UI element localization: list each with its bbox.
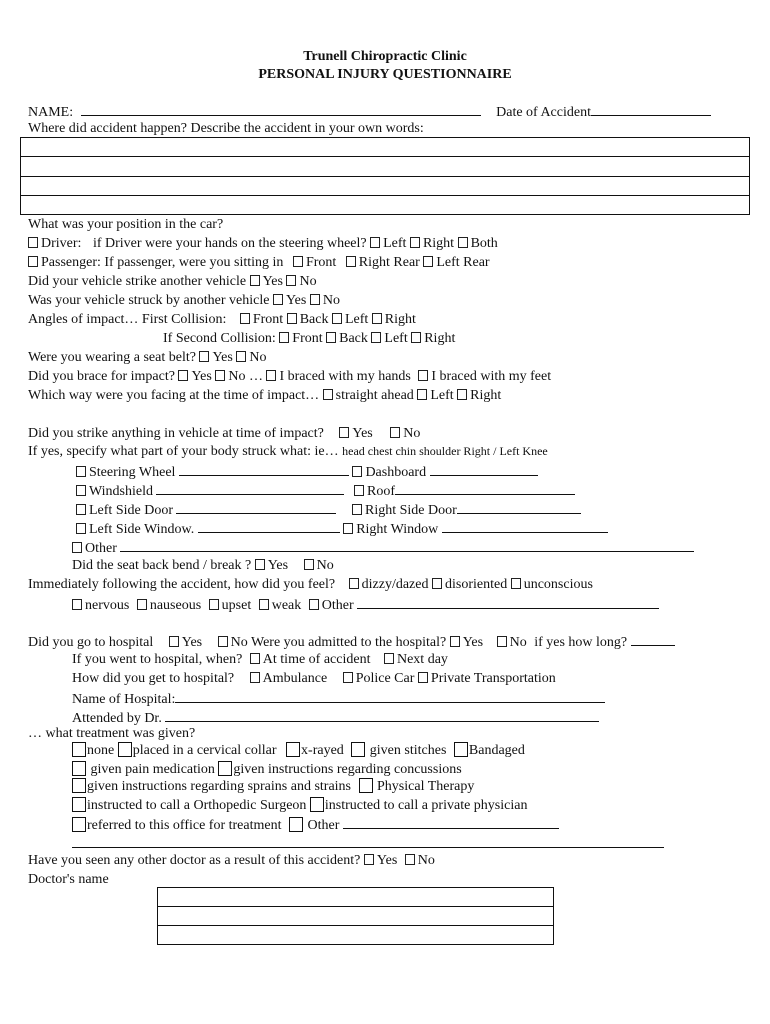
seatbelt-yes-checkbox[interactable] — [199, 351, 209, 362]
treatment-none-checkbox[interactable] — [72, 742, 86, 757]
date-of-accident-label: Date of Accident — [496, 105, 591, 120]
name-label: NAME: — [28, 105, 74, 120]
hospital-yes-checkbox[interactable] — [169, 636, 179, 647]
treatment-other-label: Other — [307, 818, 340, 833]
hospital-name-field[interactable] — [175, 689, 605, 703]
hospital-no-label: No — [230, 635, 248, 650]
first-left-checkbox[interactable] — [332, 313, 342, 324]
driver-label: Driver: — [41, 236, 82, 251]
seat-front-label: Front — [305, 255, 337, 270]
left-side-window-label: Left Side Window. — [89, 522, 195, 537]
left-side-door-checkbox[interactable] — [76, 504, 86, 515]
next-day-checkbox[interactable] — [384, 653, 394, 664]
seatback-yes-checkbox[interactable] — [255, 559, 265, 570]
facing-straight-label: straight ahead — [335, 388, 414, 403]
strike-in-yes-checkbox[interactable] — [339, 427, 349, 438]
hospital-question: Did you go to hospital — [28, 635, 154, 650]
facing-left-label: Left — [430, 388, 454, 403]
treatment-concussion-checkbox[interactable] — [218, 761, 232, 776]
description-line — [21, 156, 749, 157]
other-doctor-no-checkbox[interactable] — [405, 854, 415, 865]
driver-row — [28, 235, 498, 252]
treatment-pain-med-checkbox[interactable] — [72, 761, 86, 776]
feel-unconscious-checkbox[interactable] — [511, 578, 521, 589]
accident-description-box[interactable] — [20, 137, 750, 215]
ambulance-checkbox[interactable] — [250, 672, 260, 683]
treatment-question: … what treatment was given? — [28, 726, 196, 741]
description-line — [21, 176, 749, 177]
steering-wheel-checkbox[interactable] — [76, 466, 86, 477]
hospital-yes-label: Yes — [181, 635, 203, 650]
hands-right-checkbox[interactable] — [410, 237, 420, 248]
strike-no-checkbox[interactable] — [286, 275, 296, 286]
form-title: PERSONAL INJURY QUESTIONNAIRE — [258, 67, 512, 82]
strike-question: Did your vehicle strike another vehicle — [28, 274, 247, 289]
brace-no-label: No … — [228, 369, 263, 384]
feel-weak-label: weak — [271, 598, 302, 613]
brace-yes-checkbox[interactable] — [178, 370, 188, 381]
feel-dizzy-checkbox[interactable] — [349, 578, 359, 589]
windshield-roof-row — [76, 481, 575, 500]
treatment-other-checkbox[interactable] — [289, 817, 303, 832]
other-doctor-row — [28, 852, 435, 869]
roof-field[interactable] — [395, 481, 575, 495]
treatment-concussion-label: given instructions regarding concussions — [233, 762, 462, 777]
name-field[interactable] — [81, 102, 481, 116]
seatbelt-no-checkbox[interactable] — [236, 351, 246, 362]
treatment-sprains-checkbox[interactable] — [72, 778, 86, 793]
first-left-label: Left — [344, 312, 369, 327]
passenger-label: Passenger: If passenger, were you sitting in — [41, 255, 284, 270]
treatment-none-label: none — [87, 743, 115, 758]
treatment-extra-line[interactable] — [72, 847, 664, 848]
hands-both-checkbox[interactable] — [458, 237, 468, 248]
left-side-window-field[interactable] — [198, 519, 340, 533]
seatback-no-label: No — [316, 558, 334, 573]
other-doctor-no-label: No — [417, 853, 435, 868]
hospital-row — [28, 632, 675, 651]
admitted-yes-checkbox[interactable] — [450, 636, 460, 647]
seatback-question: Did the seat back bend / break ? — [72, 558, 252, 573]
second-front-checkbox[interactable] — [279, 332, 289, 343]
private-transportation-label: Private Transportation — [430, 671, 556, 686]
strike-yes-checkbox[interactable] — [250, 275, 260, 286]
strike-in-row — [28, 425, 420, 442]
feel-disoriented-label: disoriented — [444, 577, 508, 592]
treatment-private-phys-checkbox[interactable] — [310, 797, 324, 812]
feel-question: Immediately following the accident, how did you feel? — [28, 577, 336, 592]
police-car-label: Police Car — [355, 671, 415, 686]
right-side-door-checkbox[interactable] — [352, 504, 362, 515]
admitted-no-checkbox[interactable] — [497, 636, 507, 647]
body-other-row — [72, 538, 694, 557]
feel-dizzy-label: dizzy/dazed — [361, 577, 429, 592]
treatment-row-1 — [72, 742, 525, 759]
hands-both-label: Both — [470, 236, 498, 251]
other-doctor-yes-checkbox[interactable] — [364, 854, 374, 865]
body-part-row — [28, 443, 548, 460]
police-car-checkbox[interactable] — [343, 672, 353, 683]
feel-nervous-label: nervous — [85, 598, 130, 613]
right-window-field[interactable] — [442, 519, 608, 533]
seatbelt-no-label: No — [249, 350, 267, 365]
steering-wheel-field[interactable] — [179, 462, 349, 476]
windshield-field[interactable] — [156, 481, 344, 495]
treatment-stitches-checkbox[interactable] — [351, 742, 365, 757]
right-window-checkbox[interactable] — [343, 523, 353, 534]
treatment-row-3 — [72, 778, 474, 795]
feel-nervous-checkbox[interactable] — [72, 599, 82, 610]
seatbelt-question: Were you wearing a seat belt? — [28, 350, 196, 365]
second-collision-label: If Second Collision: — [163, 331, 276, 346]
doctor-name-label: Doctor's name — [28, 872, 109, 887]
how-long-field[interactable] — [631, 632, 675, 646]
second-left-checkbox[interactable] — [371, 332, 381, 343]
feel-nauseous-checkbox[interactable] — [137, 599, 147, 610]
facing-straight-checkbox[interactable] — [323, 389, 333, 400]
seatback-no-checkbox[interactable] — [304, 559, 314, 570]
feel-weak-checkbox[interactable] — [259, 599, 269, 610]
feel-other-label: Other — [321, 598, 354, 613]
admitted-yes-label: Yes — [462, 635, 484, 650]
seat-front-checkbox[interactable] — [293, 256, 303, 267]
second-right-label: Right — [424, 331, 456, 346]
seatback-row — [72, 557, 334, 574]
second-left-label: Left — [384, 331, 408, 346]
struck-yes-checkbox[interactable] — [273, 294, 283, 305]
seatbelt-row — [28, 349, 266, 366]
hospital-how-row — [72, 670, 556, 687]
brace-question: Did you brace for impact? — [28, 369, 175, 384]
brace-no-checkbox[interactable] — [215, 370, 225, 381]
seatbelt-yes-label: Yes — [212, 350, 233, 365]
treatment-pain-med-label: given pain medication — [90, 762, 215, 777]
first-front-checkbox[interactable] — [240, 313, 250, 324]
impact-first-row — [28, 311, 416, 328]
first-collision-label: Angles of impact… First Collision: — [28, 312, 227, 327]
left-side-window-checkbox[interactable] — [76, 523, 86, 534]
side-door-row — [76, 500, 581, 519]
second-back-label: Back — [339, 331, 368, 346]
right-side-door-label: Right Side Door — [364, 503, 457, 518]
how-long-label: if yes how long? — [534, 635, 628, 650]
brace-yes-label: Yes — [191, 369, 212, 384]
treatment-other-field[interactable] — [343, 815, 559, 829]
treatment-private-phys-label: instructed to call a private physician — [324, 798, 528, 813]
first-front-label: Front — [252, 312, 284, 327]
seat-right-rear-checkbox[interactable] — [346, 256, 356, 267]
attended-label: Attended by Dr. — [72, 711, 162, 726]
facing-right-checkbox[interactable] — [457, 389, 467, 400]
admitted-no-label: No — [509, 635, 527, 650]
treatment-bandaged-checkbox[interactable] — [454, 742, 468, 757]
struck-yes-label: Yes — [285, 293, 307, 308]
treatment-bandaged-label: Bandaged — [468, 743, 525, 758]
date-of-accident-field[interactable] — [591, 102, 711, 116]
strike-in-question: Did you strike anything in vehicle at time of impact? — [28, 426, 324, 441]
hands-right-label: Right — [422, 236, 455, 251]
seat-left-rear-label: Left Rear — [436, 255, 490, 270]
facing-right-label: Right — [470, 388, 502, 403]
treatment-referred-checkbox[interactable] — [72, 817, 86, 832]
windshield-label: Windshield — [89, 484, 153, 499]
dashboard-field[interactable] — [430, 462, 538, 476]
second-back-checkbox[interactable] — [326, 332, 336, 343]
struck-question: Was your vehicle struck by another vehicle — [28, 293, 270, 308]
facing-left-checkbox[interactable] — [417, 389, 427, 400]
struck-no-checkbox[interactable] — [310, 294, 320, 305]
feel-row-2 — [72, 595, 659, 614]
first-right-checkbox[interactable] — [372, 313, 382, 324]
dashboard-label: Dashboard — [365, 465, 427, 480]
treatment-row-2 — [72, 761, 462, 778]
seat-left-rear-checkbox[interactable] — [423, 256, 433, 267]
second-right-checkbox[interactable] — [411, 332, 421, 343]
name-row — [28, 102, 711, 121]
first-back-label: Back — [299, 312, 329, 327]
treatment-cervical-checkbox[interactable] — [118, 742, 132, 757]
side-window-row — [76, 519, 608, 538]
treatment-pt-checkbox[interactable] — [359, 778, 373, 793]
passenger-row — [28, 254, 490, 271]
treatment-ortho-checkbox[interactable] — [72, 797, 86, 812]
ambulance-label: Ambulance — [262, 671, 328, 686]
doctor-name-box[interactable] — [157, 887, 554, 945]
body-other-label: Other — [85, 541, 117, 556]
strike-no-label: No — [299, 274, 317, 289]
roof-checkbox[interactable] — [354, 485, 364, 496]
body-part-examples: head chest chin shoulder Right / Left Knee — [342, 444, 548, 458]
hospital-name-row — [72, 689, 605, 708]
body-part-question: If yes, specify what part of your body struck what: ie… — [28, 444, 339, 459]
feel-upset-checkbox[interactable] — [209, 599, 219, 610]
struck-row — [28, 292, 340, 309]
treatment-row-4 — [72, 797, 527, 814]
first-right-label: Right — [384, 312, 416, 327]
next-day-label: Next day — [396, 652, 448, 667]
feel-unconscious-label: unconscious — [523, 577, 593, 592]
clinic-name: Trunell Chiropractic Clinic — [303, 49, 467, 64]
left-side-door-label: Left Side Door — [89, 503, 173, 518]
treatment-row-5 — [72, 815, 559, 834]
time-of-accident-label: At time of accident — [262, 652, 371, 667]
windshield-checkbox[interactable] — [76, 485, 86, 496]
other-doctor-yes-label: Yes — [376, 853, 398, 868]
body-other-field[interactable] — [120, 538, 694, 552]
treatment-sprains-label: given instructions regarding sprains and strains — [87, 779, 352, 794]
passenger-checkbox[interactable] — [28, 256, 38, 267]
brace-feet-checkbox[interactable] — [418, 370, 428, 381]
position-question: What was your position in the car? — [28, 217, 224, 232]
treatment-ortho-label: instructed to call a Orthopedic Surgeon — [87, 798, 307, 813]
doctor-name-line — [158, 925, 553, 926]
strike-row — [28, 273, 317, 290]
where-label: Where did accident happen? Describe the accident in your own words: — [28, 121, 424, 136]
facing-row — [28, 387, 501, 404]
steering-dashboard-row — [76, 462, 538, 481]
feel-nauseous-label: nauseous — [149, 598, 202, 613]
strike-in-yes-label: Yes — [352, 426, 373, 441]
hospital-no-checkbox[interactable] — [218, 636, 228, 647]
seatback-yes-label: Yes — [267, 558, 289, 573]
treatment-cervical-label: placed in a cervical collar — [132, 743, 277, 758]
body-other-checkbox[interactable] — [72, 542, 82, 553]
second-front-label: Front — [292, 331, 323, 346]
attended-field[interactable] — [165, 708, 599, 722]
facing-question: Which way were you facing at the time of impact… — [28, 388, 320, 403]
strike-in-no-label: No — [403, 426, 421, 441]
doctor-name-line — [158, 906, 553, 907]
treatment-xray-checkbox[interactable] — [286, 742, 300, 757]
private-transportation-checkbox[interactable] — [418, 672, 428, 683]
seat-right-rear-label: Right Rear — [358, 255, 420, 270]
other-doctor-question: Have you seen any other doctor as a result of this accident? — [28, 853, 361, 868]
how-question: How did you get to hospital? — [72, 671, 235, 686]
treatment-pt-label: Physical Therapy — [377, 779, 475, 794]
brace-row — [28, 368, 551, 385]
left-side-door-field[interactable] — [176, 500, 336, 514]
strike-yes-label: Yes — [262, 274, 283, 289]
impact-second-row — [163, 330, 455, 347]
dashboard-checkbox[interactable] — [352, 466, 362, 477]
feel-disoriented-checkbox[interactable] — [432, 578, 442, 589]
hospital-when-row — [72, 651, 448, 668]
feel-upset-label: upset — [221, 598, 252, 613]
brace-feet-label: I braced with my feet — [431, 369, 552, 384]
admitted-question: Were you admitted to the hospital? — [250, 635, 447, 650]
description-line — [21, 195, 749, 196]
hands-left-checkbox[interactable] — [370, 237, 380, 248]
brace-hands-label: I braced with my hands — [279, 369, 411, 384]
treatment-stitches-label: given stitches — [369, 743, 447, 758]
feel-row — [28, 576, 593, 593]
when-question: If you went to hospital, when? — [72, 652, 243, 667]
driver-checkbox[interactable] — [28, 237, 38, 248]
roof-label: Roof — [366, 484, 395, 499]
treatment-referred-label: referred to this office for treatment — [87, 818, 282, 833]
feel-other-field[interactable] — [357, 595, 659, 609]
brace-hands-checkbox[interactable] — [266, 370, 276, 381]
steering-wheel-label: Steering Wheel — [89, 465, 176, 480]
right-window-label: Right Window — [356, 522, 439, 537]
feel-other-checkbox[interactable] — [309, 599, 319, 610]
driver-hands-question: if Driver were your hands on the steering wheel? — [92, 236, 367, 251]
hospital-name-label: Name of Hospital: — [72, 692, 176, 707]
first-back-checkbox[interactable] — [287, 313, 297, 324]
time-of-accident-checkbox[interactable] — [250, 653, 260, 664]
right-side-door-field[interactable] — [457, 500, 581, 514]
struck-no-label: No — [322, 293, 340, 308]
strike-in-no-checkbox[interactable] — [390, 427, 400, 438]
treatment-xray-label: x-rayed — [301, 743, 344, 758]
hands-left-label: Left — [383, 236, 407, 251]
